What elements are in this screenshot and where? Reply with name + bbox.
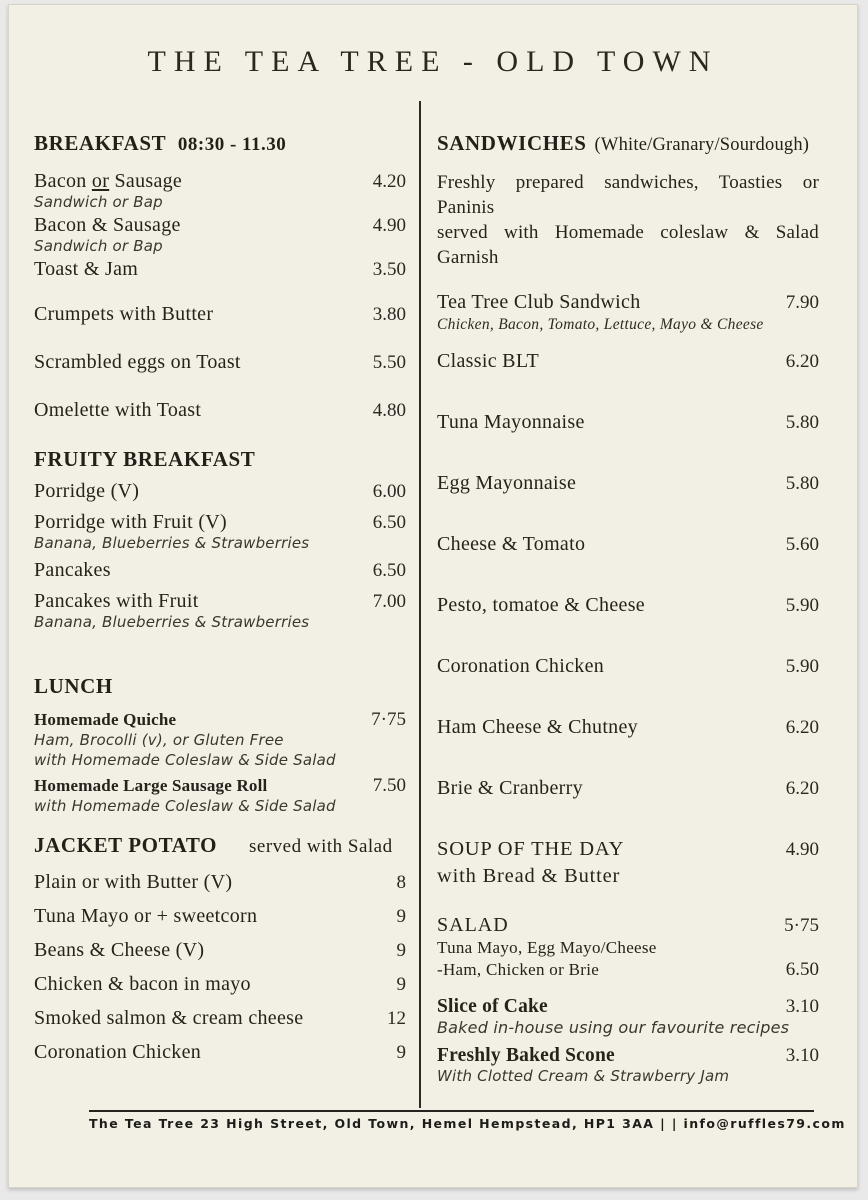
menu-item-price: 7·75 [371,709,406,730]
menu-item-name: Smoked salmon & cream cheese [34,1007,304,1029]
menu-item-price: 3.80 [372,304,406,325]
section-heading-breakfast [34,131,406,156]
menu-item-name: Homemade Quiche [34,710,177,729]
menu-item-description: Banana, Blueberries & Strawberries [34,613,310,631]
section-heading-jacket-potato [34,833,406,858]
menu-item [34,214,406,237]
menu-item-price: 6.50 [785,959,819,980]
menu-item-price: 4.20 [372,171,406,192]
menu-item-description: Sandwich or Bap [34,193,163,211]
menu-item [437,996,819,1018]
menu-item-price: 5.90 [785,656,819,677]
underlined-word: or [91,170,110,192]
menu-item-name: Bacon or Sausage [34,170,183,192]
menu-item-price: 7.00 [372,591,406,612]
menu-item-description: Banana, Blueberries & Strawberries [34,534,310,552]
menu-item [437,472,819,495]
sandwiches-intro-line1: Freshly prepared sandwiches, Toasties or Paninis [437,172,819,218]
menu-item-description: Ham, Brocolli (v), or Gluten Free [34,731,284,749]
menu-item-description: Sandwich or Bap [34,237,163,255]
menu-item-price: 6.00 [372,481,406,502]
menu-columns [9,101,857,1108]
menu-item-price: 6.50 [372,560,406,581]
menu-item [437,777,819,800]
menu-item-price: 5.80 [785,412,819,433]
menu-item-description: Chicken, Bacon, Tomato, Lettuce, Mayo & Cheese [437,316,764,333]
menu-item-name: Freshly Baked Scone [437,1045,615,1066]
menu-item-price: 8 [396,872,406,893]
menu-item-salad [437,914,819,981]
salad-options-line2: -Ham, Chicken or Brie [437,960,600,979]
menu-item [34,559,406,582]
menu-item-name: Tea Tree Club Sandwich [437,291,641,313]
breakfast-hours: 08:30 - 11.30 [177,134,287,155]
menu-page [8,4,858,1188]
menu-item-name: Omelette with Toast [34,399,202,421]
menu-item [34,905,406,928]
menu-item-price: 7.90 [785,292,819,313]
menu-item [34,939,406,962]
menu-item-name: Tuna Mayo or + sweetcorn [34,905,258,927]
menu-item [34,590,406,613]
menu-item-name: Pesto, tomatoe & Cheese [437,594,645,616]
menu-item-name: Brie & Cranberry [437,777,583,799]
menu-item [34,258,406,281]
menu-item [34,775,406,797]
page-title: THE TEA TREE - OLD TOWN [147,45,719,78]
menu-item [34,871,406,894]
menu-item-name: Egg Mayonnaise [437,472,577,494]
menu-item [34,709,406,731]
menu-item [34,170,406,193]
salad-heading: SALAD [437,914,509,936]
menu-item-price: 9 [396,906,406,927]
menu-item-name: Tuna Mayonnaise [437,411,585,433]
menu-item-name: Pancakes [34,559,111,581]
menu-item [437,291,819,314]
menu-item-name: Porridge (V) [34,480,140,502]
menu-item-name: Cheese & Tomato [437,533,586,555]
section-heading-lunch: LUNCH [34,674,113,698]
sandwiches-intro-line2: served with Homemade coleslaw & Salad Garnish [437,222,819,268]
menu-item-name: Slice of Cake [437,996,548,1017]
salad-options-line1: Tuna Mayo, Egg Mayo/Cheese [437,938,657,957]
menu-item [437,411,819,434]
menu-item [34,511,406,534]
menu-item-price: 3.10 [785,996,819,1017]
menu-item-soup [437,838,819,861]
section-heading-sandwiches [437,131,819,156]
menu-item-description: with Homemade Coleslaw & Side Salad [34,751,336,769]
menu-item-name: Ham Cheese & Chutney [437,716,638,738]
menu-item-price: 4.90 [785,839,819,860]
menu-item-price: 9 [396,940,406,961]
sandwiches-bread-options: (White/Granary/Sourdough) [594,135,810,155]
menu-item-price: 3.10 [785,1045,819,1066]
menu-item [437,350,819,373]
menu-item [437,1045,819,1067]
sandwiches-heading: SANDWICHES [437,131,587,155]
menu-item-price: 5.80 [785,473,819,494]
menu-item-name: Bacon & Sausage [34,214,181,236]
menu-item [34,303,406,326]
soup-description: with Bread & Butter [437,865,621,887]
menu-item [34,1041,406,1064]
menu-item [34,1007,406,1030]
menu-item-price: 9 [396,1042,406,1063]
menu-item-price: 6.20 [785,778,819,799]
menu-item-price: 6.20 [785,351,819,372]
menu-item-name: Crumpets with Butter [34,303,214,325]
menu-item-name: Homemade Large Sausage Roll [34,776,268,795]
menu-item [437,716,819,739]
menu-item-price: 6.20 [785,717,819,738]
footer-address: The Tea Tree 23 High Street, Old Town, Hemel Hempstead, HP1 3AA | | info@ruffles79.com [89,1116,846,1131]
menu-item-description: With Clotted Cream & Strawberry Jam [437,1067,730,1085]
menu-item-price: 5·75 [784,915,819,936]
menu-item-price: 5.50 [372,352,406,373]
menu-item-name: Toast & Jam [34,258,139,280]
menu-item-price: 7.50 [372,775,406,796]
menu-item-price: 4.80 [372,400,406,421]
breakfast-heading: BREAKFAST [34,131,167,155]
menu-item-description: with Homemade Coleslaw & Side Salad [34,797,336,815]
menu-item [437,533,819,556]
menu-item-name: Classic BLT [437,350,540,372]
menu-item [34,399,406,422]
menu-item-name: Beans & Cheese (V) [34,939,205,961]
menu-item [34,351,406,374]
menu-item-name: Scrambled eggs on Toast [34,351,241,373]
menu-item-description: Baked in-house using our favourite recipes [437,1018,790,1037]
menu-item [437,655,819,678]
menu-item-name: Plain or with Butter (V) [34,871,233,893]
section-heading-fruity-breakfast: FRUITY BREAKFAST [34,447,256,471]
left-column [9,101,419,1108]
menu-item [34,973,406,996]
menu-item [34,480,406,503]
menu-item-price: 5.60 [785,534,819,555]
menu-item-price: 12 [387,1008,406,1029]
menu-item-price: 6.50 [372,512,406,533]
footer [89,1110,846,1133]
menu-item-name: Coronation Chicken [34,1041,202,1063]
menu-item-price: 9 [396,974,406,995]
soup-heading: SOUP OF THE DAY [437,838,625,860]
menu-item-name: Chicken & bacon in mayo [34,973,251,995]
menu-item [437,594,819,617]
menu-item-price: 3.50 [372,259,406,280]
jacket-note: served with Salad [249,836,393,857]
menu-item-price: 4.90 [372,215,406,236]
menu-item-price: 5.90 [785,595,819,616]
menu-item-name: Porridge with Fruit (V) [34,511,227,533]
right-column [421,101,857,1108]
menu-item-name: Pancakes with Fruit [34,590,199,612]
menu-item-name: Coronation Chicken [437,655,605,677]
jacket-heading: JACKET POTATO [34,833,218,857]
